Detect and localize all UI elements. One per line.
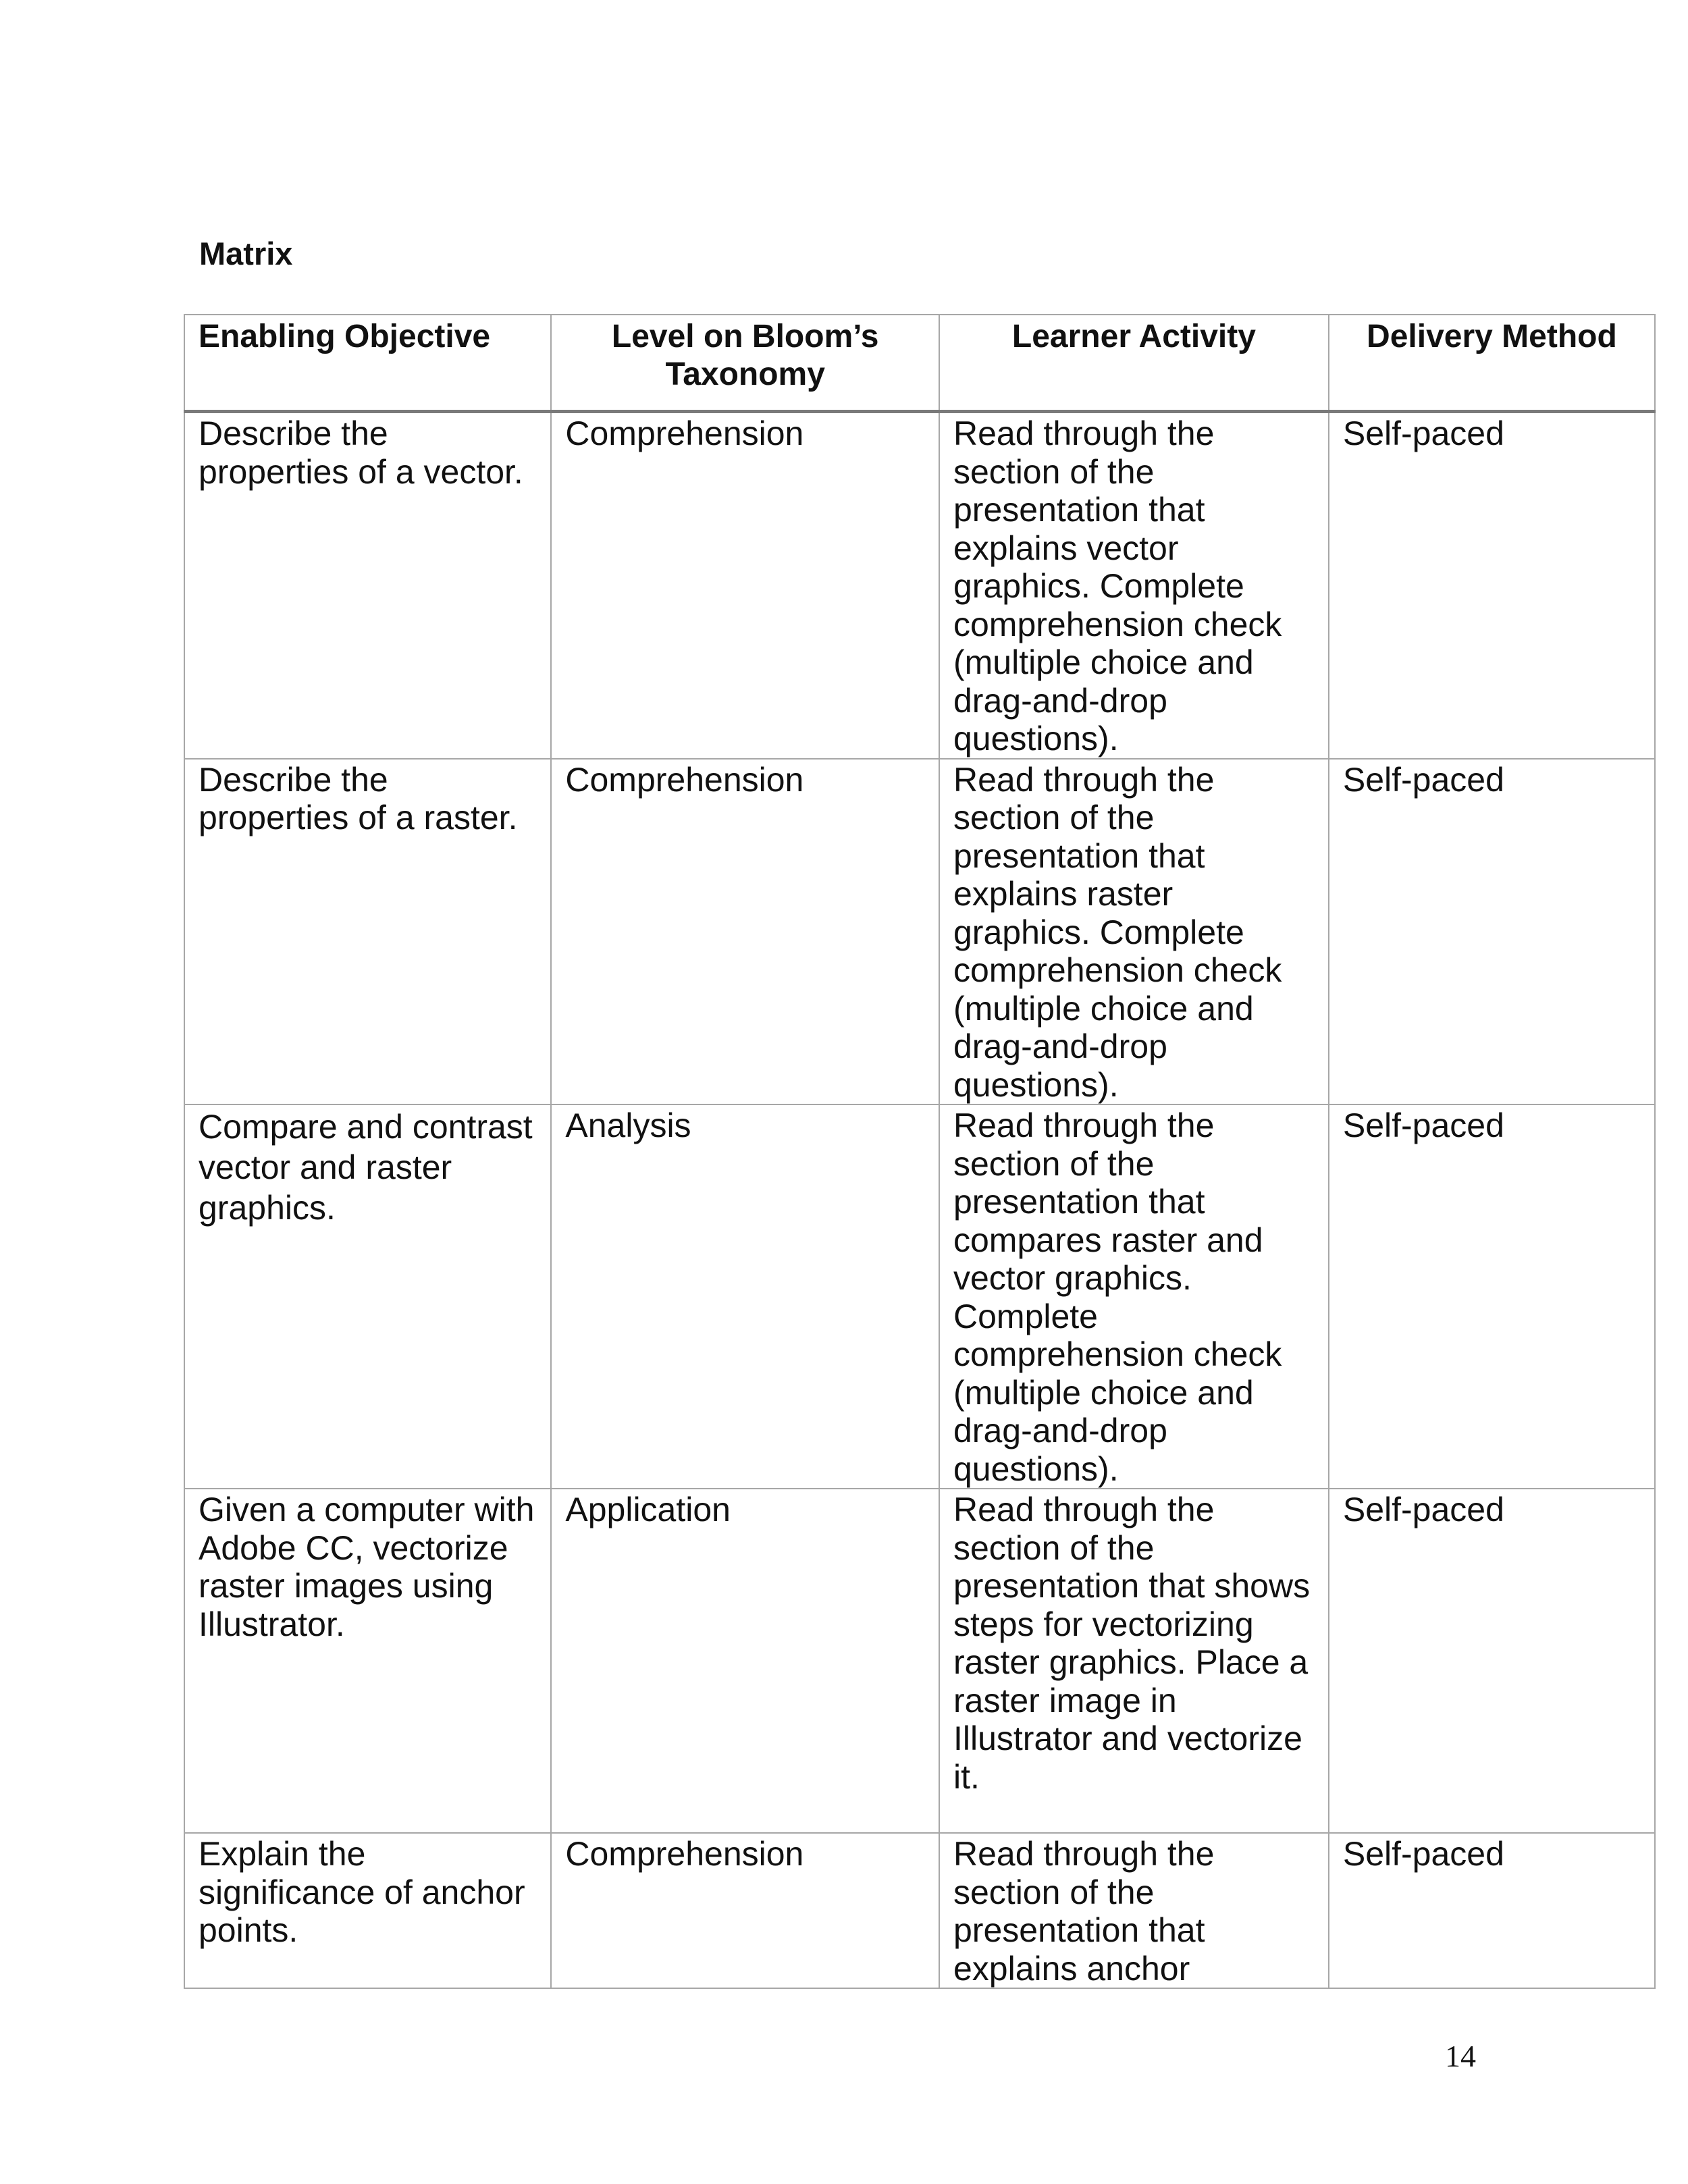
delivery-cell: Self-paced <box>1329 1104 1655 1489</box>
activity-cell: Read through the section of the presentation that explains anchor <box>939 1833 1329 1988</box>
section-heading: Matrix <box>199 236 293 271</box>
level-cell: Comprehension <box>551 759 939 1105</box>
matrix-table <box>184 314 1656 1989</box>
objective-cell: Given a computer with Adobe CC, vectorize raster images using Illustrator. <box>184 1489 551 1833</box>
level-cell: Comprehension <box>551 412 939 759</box>
activity-cell: Read through the section of the presentation that compares raster and vector graphics. Complete comprehension check (multiple choice and drag-and-drop questions). <box>939 1104 1329 1489</box>
header-delivery-method: Delivery Method <box>1329 315 1655 412</box>
delivery-cell: Self-paced <box>1329 1489 1655 1833</box>
objective-cell: Compare and contrast vector and raster graphics. <box>184 1104 551 1489</box>
page-number: 14 <box>1445 2039 1476 2073</box>
header-learner-activity: Learner Activity <box>939 315 1329 412</box>
table-row <box>184 1833 1655 1988</box>
header-enabling-objective: Enabling Objective <box>184 315 551 412</box>
header-blooms-level: Level on Bloom’s Taxonomy <box>551 315 939 412</box>
objective-cell: Explain the significance of anchor points. <box>184 1833 551 1988</box>
level-cell: Application <box>551 1489 939 1833</box>
level-cell: Analysis <box>551 1104 939 1489</box>
table-row <box>184 1489 1655 1833</box>
delivery-cell: Self-paced <box>1329 759 1655 1105</box>
objective-cell: Describe the properties of a vector. <box>184 412 551 759</box>
delivery-cell: Self-paced <box>1329 1833 1655 1988</box>
activity-cell: Read through the section of the presentation that explains raster graphics. Complete comprehension check (multiple choice and drag-and-drop questions). <box>939 759 1329 1105</box>
activity-cell: Read through the section of the presentation that shows steps for vectorizing raster graphics. Place a raster image in Illustrator and vectorize it. <box>939 1489 1329 1833</box>
activity-cell: Read through the section of the presentation that explains vector graphics. Complete comprehension check (multiple choice and drag-and-drop questions). <box>939 412 1329 759</box>
level-cell: Comprehension <box>551 1833 939 1988</box>
table-row <box>184 412 1655 759</box>
delivery-cell: Self-paced <box>1329 412 1655 759</box>
table-row <box>184 1104 1655 1489</box>
objective-cell: Describe the properties of a raster. <box>184 759 551 1105</box>
table-header-row <box>184 315 1655 412</box>
table-row <box>184 759 1655 1105</box>
